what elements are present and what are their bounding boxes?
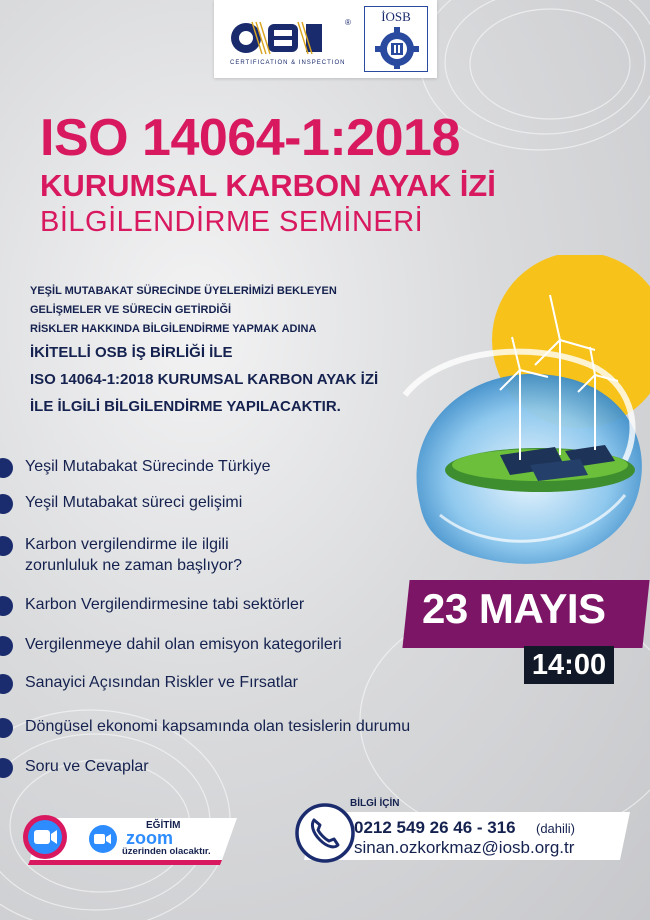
zoom-info	[22, 810, 242, 866]
contact-label: BİLGİ İÇİN	[350, 798, 400, 809]
logo-box	[214, 0, 437, 78]
event-time: 14:00	[531, 649, 607, 681]
zoom-camera-icon	[88, 824, 118, 854]
registered-icon: ®	[345, 18, 351, 27]
intro-bold-line: ISO 14064-1:2018 KURUMSAL KARBON AYAK İZİ	[30, 371, 379, 388]
intro-line: YEŞİL MUTABAKAT SÜRECİNDE ÜYELERİMİZİ BEKLEYEN	[30, 285, 337, 297]
intro-bold-line: İLE İLGİLİ BİLGİLENDİRME YAPILACAKTIR.	[30, 398, 341, 415]
phone-number[interactable]: 0212 549 26 46 - 316	[354, 818, 516, 837]
iosb-logo-text: İOSB	[381, 9, 411, 24]
qsi-logo-mark	[228, 16, 348, 64]
event-date: 23 MAYIS	[422, 585, 606, 632]
title-subject: KURUMSAL KARBON AYAK İZİ	[40, 168, 496, 203]
title-seminar: BİLGİLENDİRME SEMİNERİ	[40, 206, 424, 238]
phone-extension-note: (dahili)	[536, 821, 576, 836]
title-standard: ISO 14064-1:2018	[40, 109, 460, 167]
zoom-line2: üzerinden olacaktır.	[122, 846, 211, 857]
zoom-app-icon	[22, 814, 68, 860]
intro-line: GELİŞMELER VE SÜRECİN GETİRDİĞİ	[30, 304, 232, 316]
intro-text	[30, 282, 378, 420]
email-link[interactable]: sinan.ozkorkmaz@iosb.org.tr	[354, 838, 575, 857]
zoom-line1: EĞİTİM	[146, 820, 181, 831]
qsi-logo	[228, 10, 351, 70]
contact-info	[294, 798, 634, 864]
zoom-brand: zoom	[126, 828, 173, 848]
qsi-logo-subtitle: CERTIFICATION & INSPECTION	[230, 60, 346, 66]
intro-bold-line: İKİTELLİ OSB İŞ BİRLİĞİ İLE	[30, 344, 233, 361]
gear-icon	[375, 27, 419, 69]
intro-line: RİSKLER HAKKINDA BİLGİLENDİRME YAPMAK ADINA	[30, 323, 317, 335]
iosb-logo	[364, 6, 428, 72]
phone-icon	[294, 802, 356, 864]
seminar-poster: ® CERTIFICATION & INSPECTION İOSB ISO 14064-1:2018 KURUMSAL KARBON AYAK İZİ BİLGİLENDİRME SEMİNERİ YEŞİL MUTABAKAT SÜRECİNDE ÜYELERİMİZİ BEKLEYEN GELİŞMELER VE SÜRECİN GETİRDİĞİ RİSKLER HAKKINDA BİLGİLENDİRME YAPMAK ADINA İKİTELLİ OSB İŞ BİRLİĞİ İLE ISO 14064-1:2018 KURUMSAL KARBON AYAK İZİ İLE İLGİLİ BİLGİLENDİRME YAPILACAKTIR. Yeşil Mutabakat Sürecinde Türkiye Yeşil Mutabakat süreci gelişimi Karbon vergilendirme ile ilgili zorunluluk ne zaman başlıyor? Karbon Vergilendirmesine tabi sektörler Vergilenmeye dahil olan emisyon kategorileri Sanayici Açısından Riskler ve Fırsatlar Döngüsel ekonomi kapsamında olan tesislerin durumu Soru ve Cevaplar 23 MAYIS 14:00 EĞİTİM zoom üzerinden olacaktır. BİLGİ İÇİN 0212 549 26 46 - 316 (dahili) sinan.ozkorkmaz@iosb.org.tr	[0, 0, 650, 920]
renewable-energy-illustration	[380, 255, 650, 585]
